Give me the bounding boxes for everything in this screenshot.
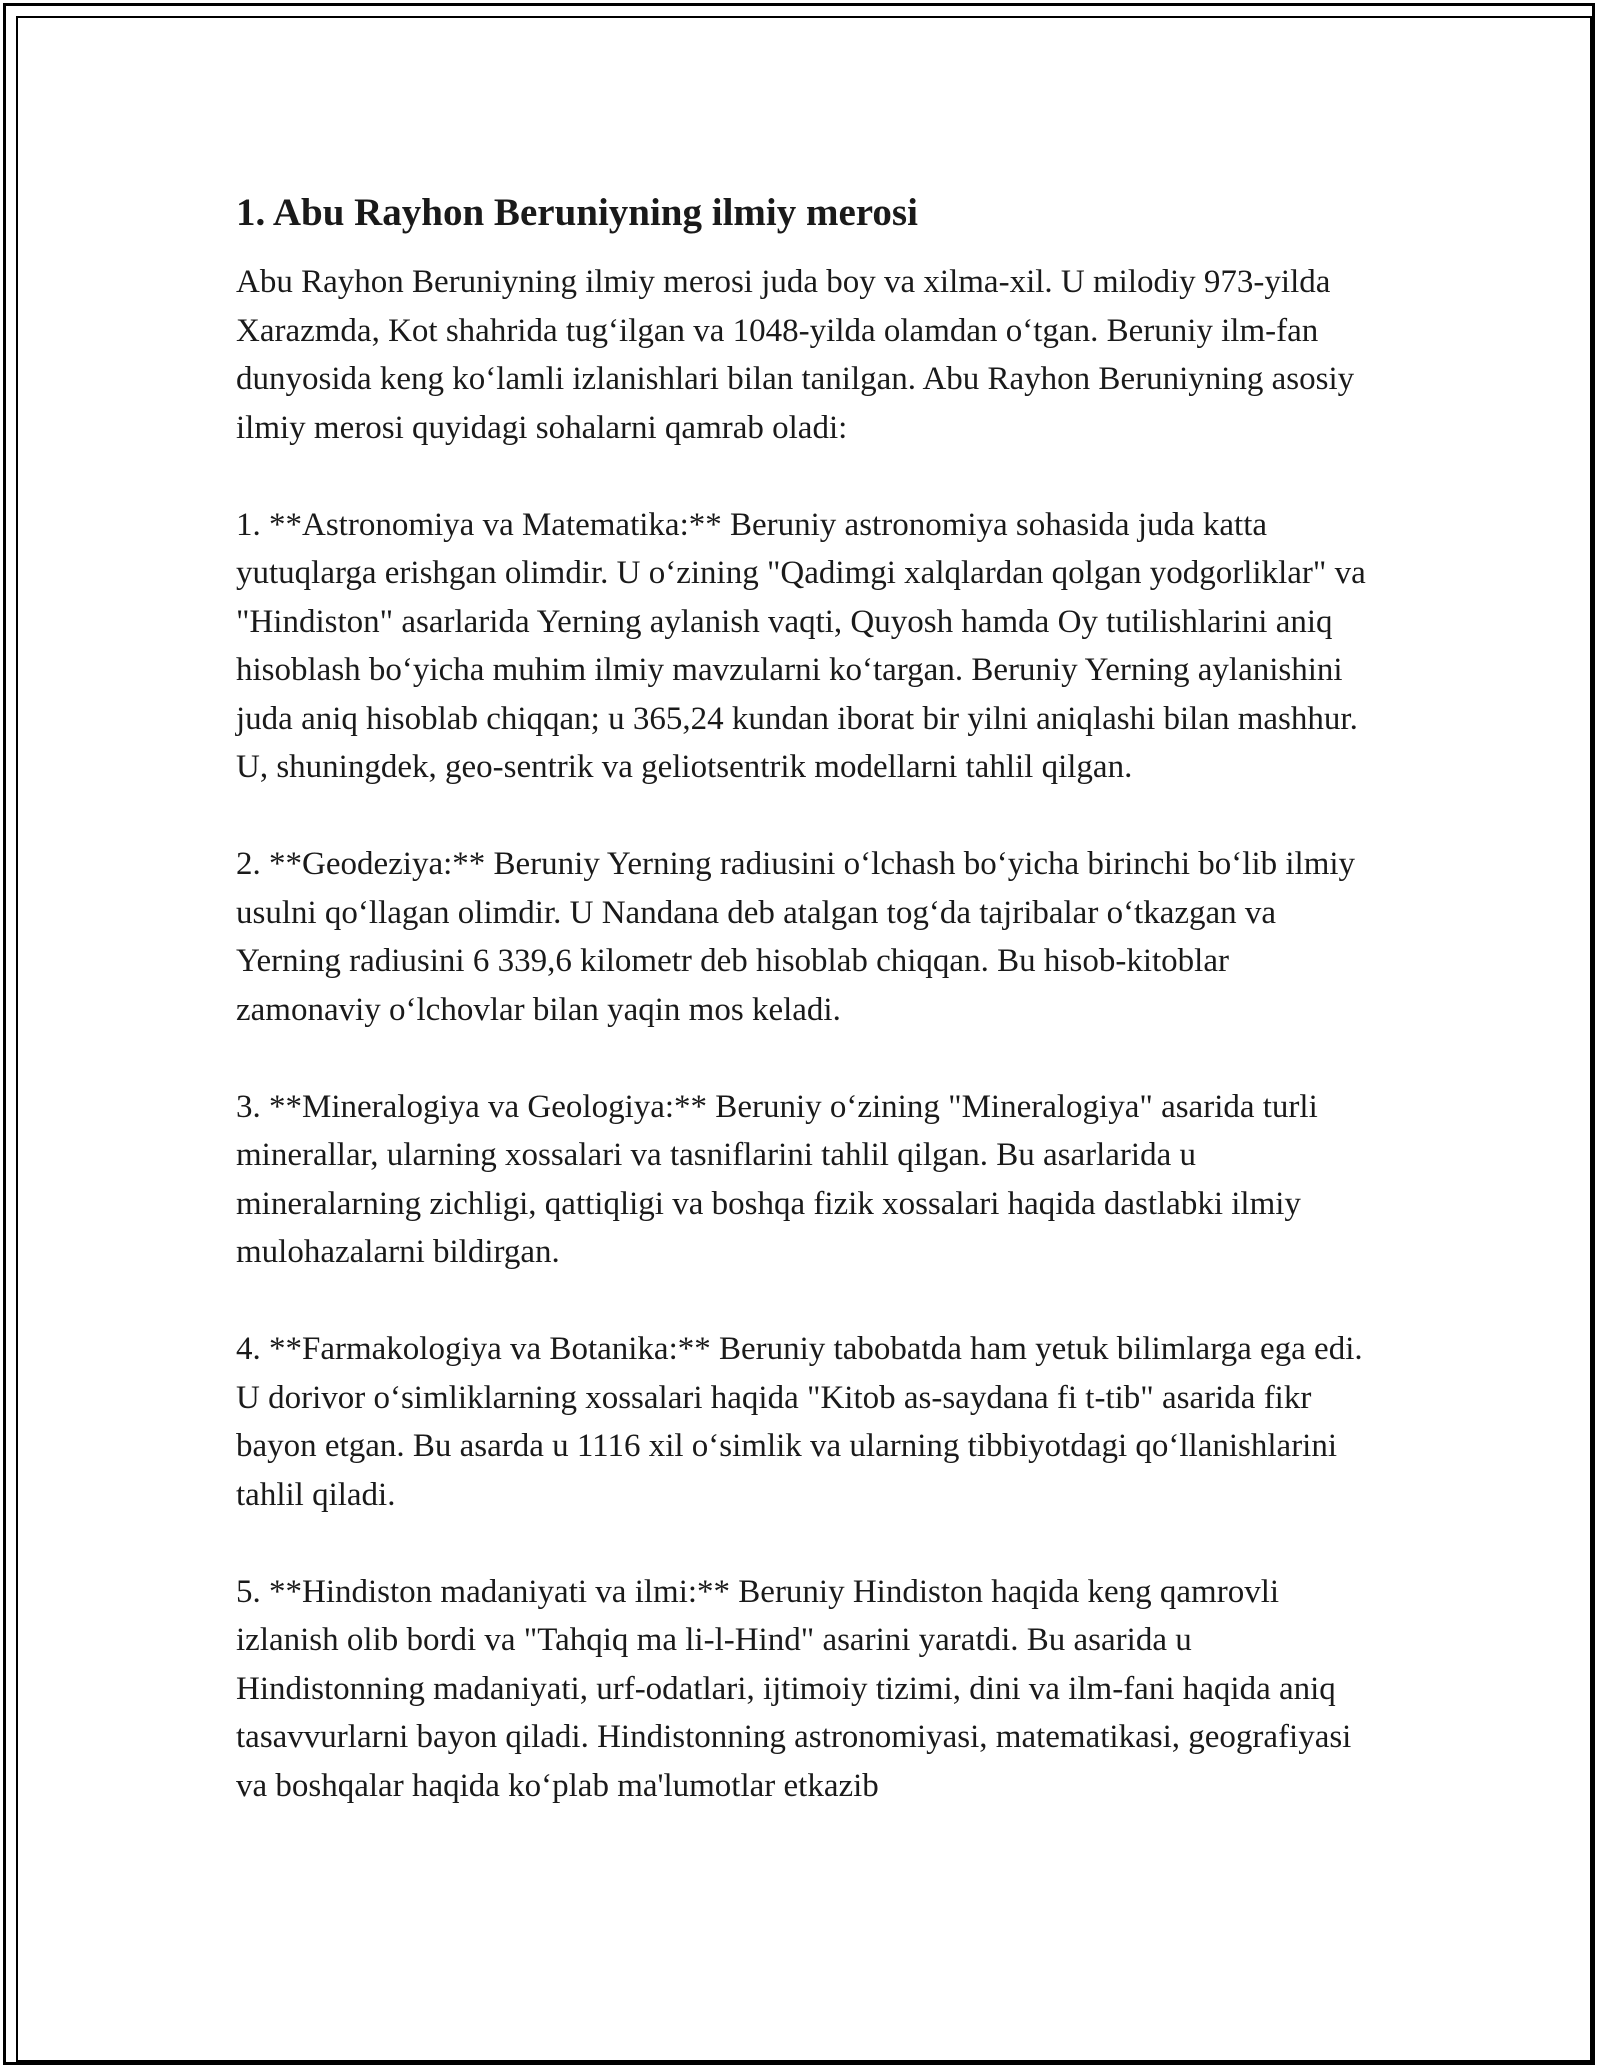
paragraph-mineralogy: 3. **Mineralogiya va Geologiya:** Beruniy o‘zining "Mineralogiya" asarida turli minerallar, ularning xossalari va tasniflarini tahlil qilgan. Bu asarlarida u mineralarning zichligi, qattiqligi va boshqa fizik xossalari haqida dastlabki ilmiy mulohazalarni bildirgan. bbox=[236, 1088, 1318, 1270]
paragraph-intro: Abu Rayhon Beruniyning ilmiy merosi juda boy va xilma-xil. U milodiy 973-yilda Xarazmda, Kot shahrida tug‘ilgan va 1048-yilda olamdan o‘tgan. Beruniy ilm-fan dunyosida keng ko‘lamli izlanishlari bilan tanilgan. Abu Rayhon Beruniyning asosiy ilmiy merosi quyidagi sohalarni qamrab oladi: bbox=[236, 264, 1355, 446]
paragraph-astronomy: 1. **Astronomiya va Matematika:** Beruniy astronomiya sohasida juda katta yutuqlarga erishgan olimdir. U o‘zining "Qadimgi xalqlardan qolgan yodgorliklar" va "Hindiston" asarlarida Yerning aylanish vaqti, Quyosh hamda Oy tutilishlarini aniq hisoblash bo‘yicha muhim ilmiy mavzularni ko‘targan. Beruniy Yerning aylanishini juda aniq hisoblab chiqqan; u 365,24 kundan iborat bir yilni aniqlashi bilan mashhur. U, shuningdek, geo-sentrik va geliotsentrik modellarni tahlil qilgan. bbox=[236, 506, 1366, 785]
paragraph-india: 5. **Hindiston madaniyati va ilmi:** Beruniy Hindiston haqida keng qamrovli izlanish olib bordi va "Tahqiq ma li-l-Hind" asarini yaratdi. Bu asarida u Hindistonning madaniyati, urf-odatlari, ijtimoiy tizimi, dini va ilm-fani haqida aniq tasavvurlarni bayon qiladi. Hindistonning astronomiyasi, matematikasi, geografiyasi va boshqalar haqida ko‘plab ma'lumotlar etkazib bbox=[236, 1573, 1352, 1804]
document-body bbox=[236, 186, 1376, 1859]
paragraph-geodesy: 2. **Geodeziya:** Beruniy Yerning radiusini o‘lchash bo‘yicha birinchi bo‘lib ilmiy usulni qo‘llagan olimdir. U Nandana deb atalgan tog‘da tajribalar o‘tkazgan va Yerning radiusini 6 339,6 kilometr deb hisoblab chiqqan. Bu hisob-kitoblar zamonaviy o‘lchovlar bilan yaqin mos keladi. bbox=[236, 846, 1356, 1028]
page-title: 1. Abu Rayhon Beruniyning ilmiy merosi bbox=[236, 191, 918, 234]
paragraph-pharmacology: 4. **Farmakologiya va Botanika:** Beruniy tabobatda ham yetuk bilimlarga ega edi. U dorivor o‘simliklarning xossalari haqida "Kitob as-saydana fi t-tib" asarida fikr bayon etgan. Bu asarda u 1116 xil o‘simlik va ularning tibbiyotdagi qo‘llanishlarini tahlil qiladi. bbox=[236, 1331, 1363, 1513]
